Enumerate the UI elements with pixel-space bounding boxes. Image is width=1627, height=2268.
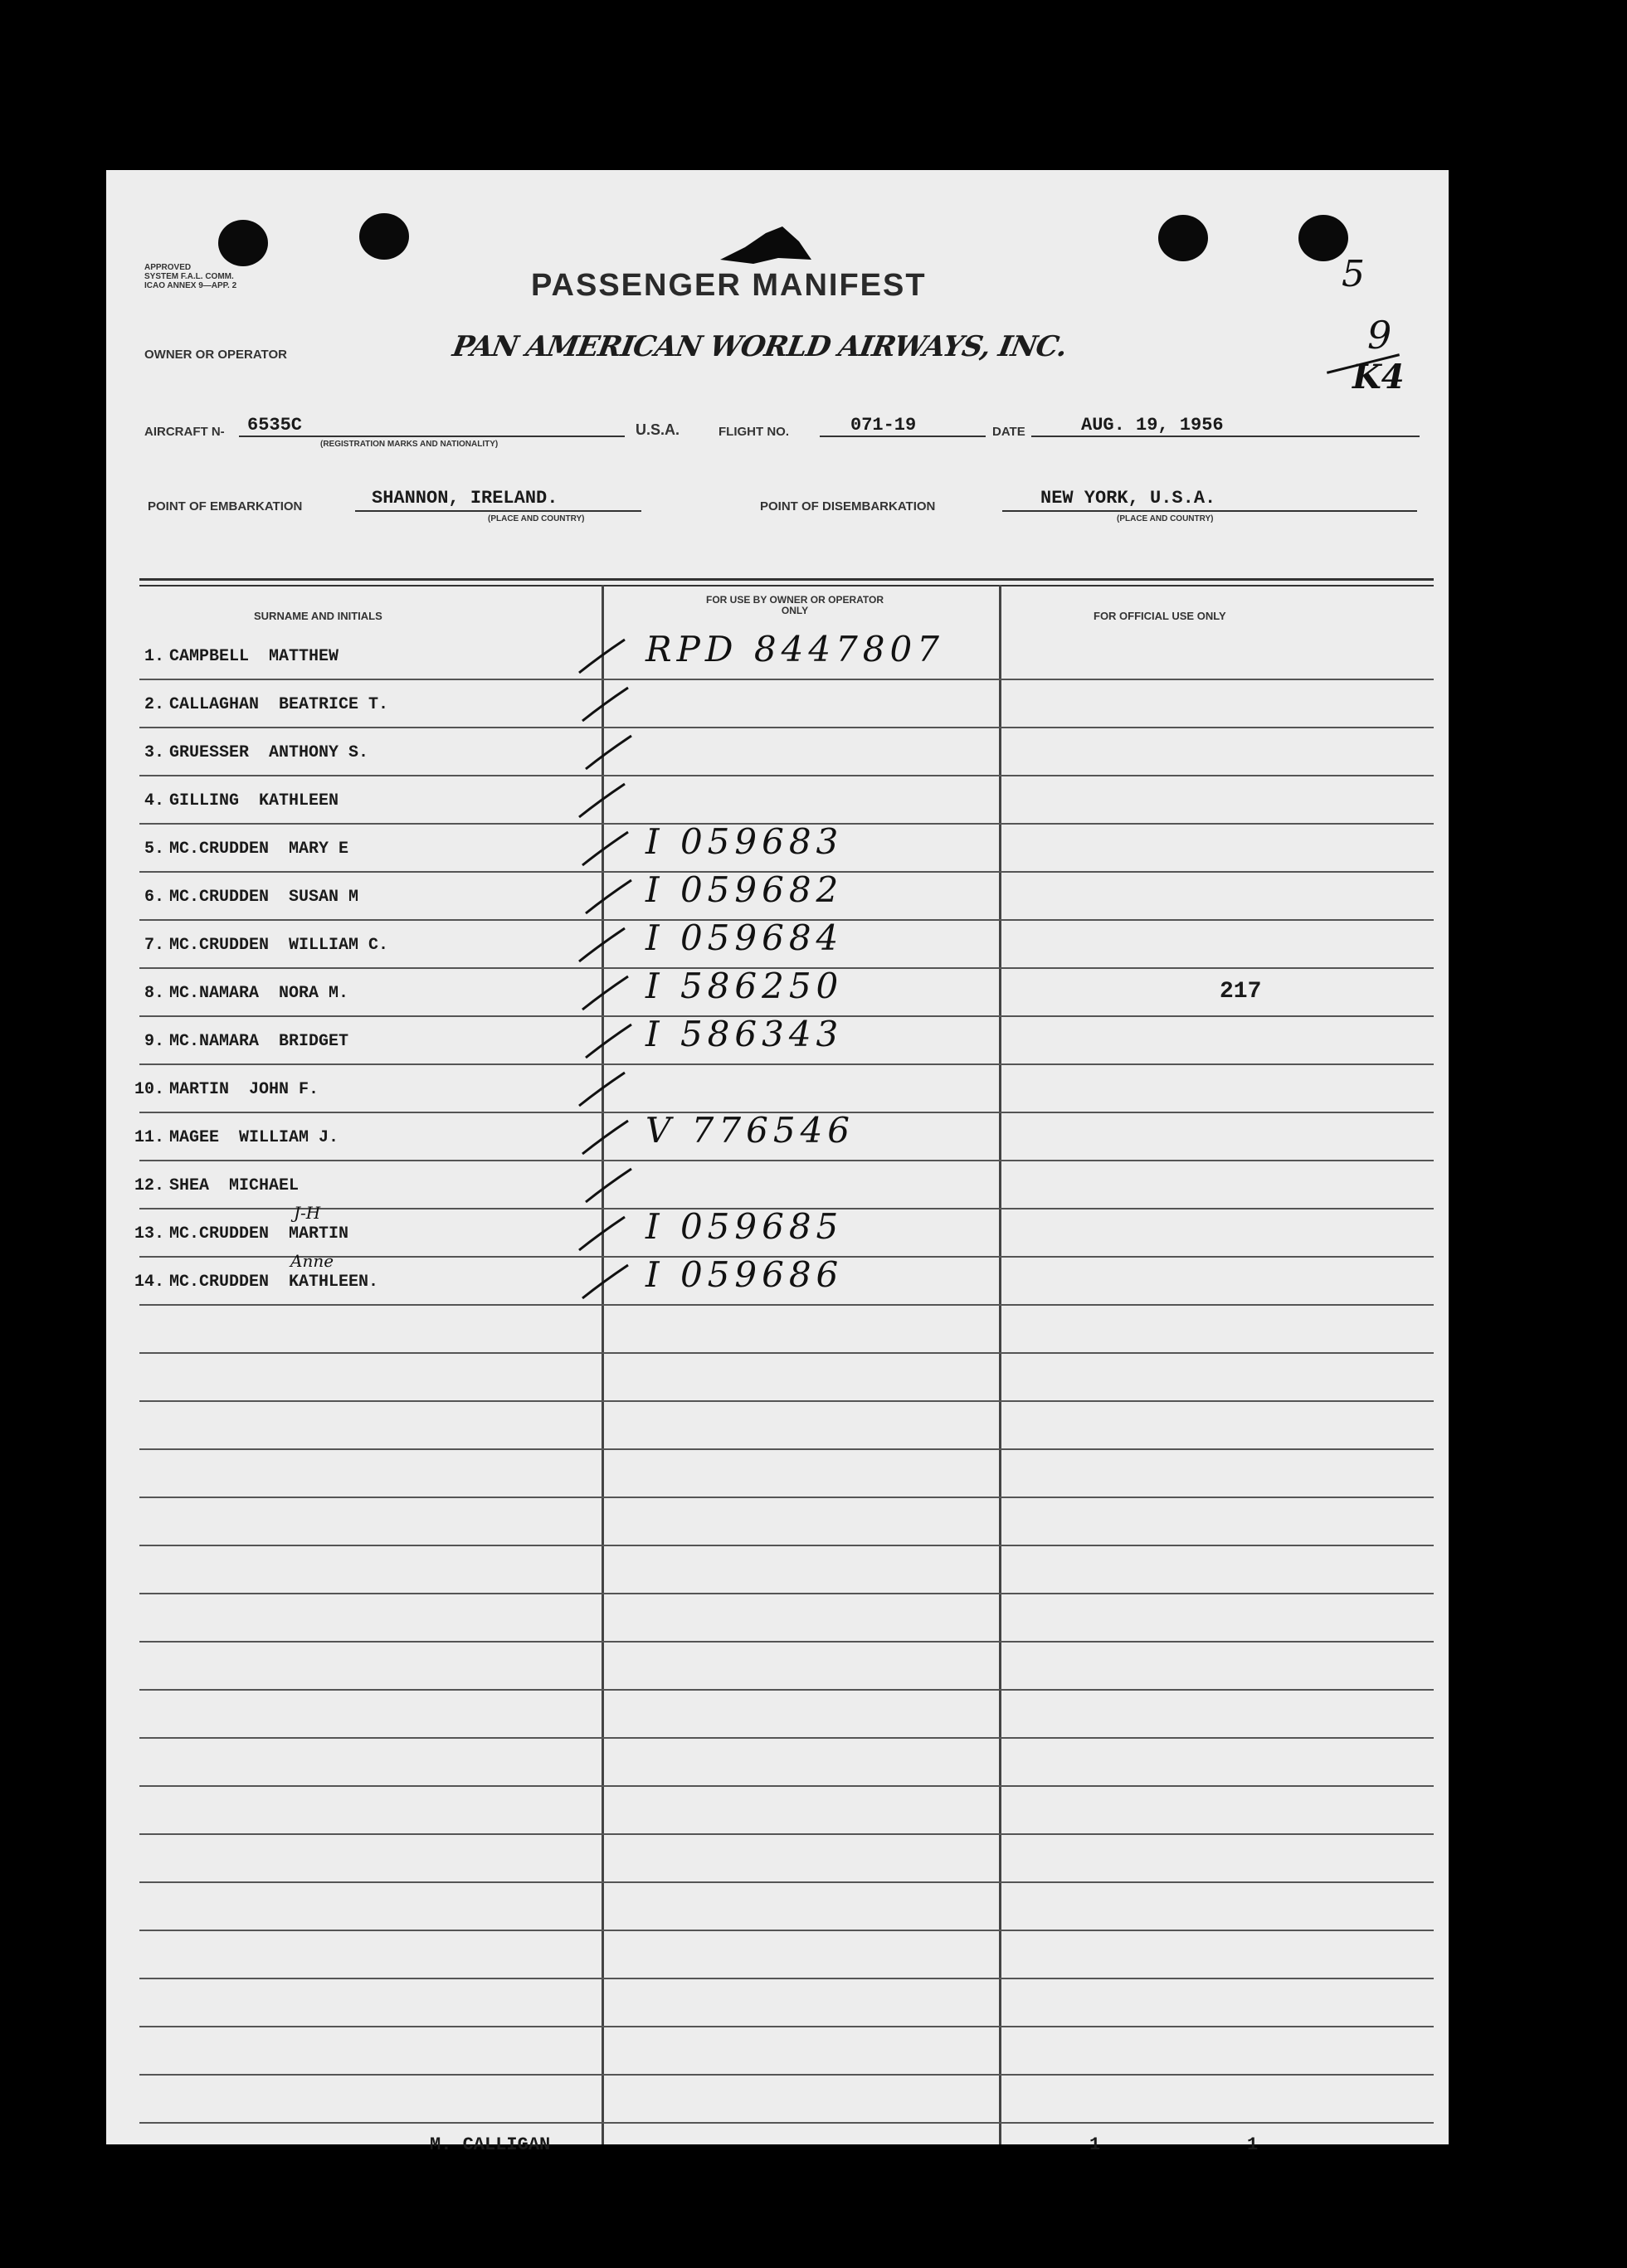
rule (1031, 436, 1420, 437)
check-mark (575, 1213, 633, 1254)
aircraft-value: 6535C (247, 415, 303, 436)
disembarkation-sublabel: (PLACE AND COUNTRY) (1117, 514, 1214, 523)
passenger-name: GILLING KATHLEEN (169, 791, 339, 810)
row-rule (139, 1400, 1434, 1402)
passenger-name: MC.CRUDDEN WILLIAM C. (169, 936, 389, 955)
passenger-name: MC.NAMARA BRIDGET (169, 1032, 349, 1051)
flight-label: FLIGHT NO. (719, 425, 789, 439)
passenger-name: MC.NAMARA NORA M. (169, 984, 349, 1003)
check-mark (578, 972, 636, 1014)
passenger-name: CALLAGHAN BEATRICE T. (169, 695, 389, 714)
row-number: 9. (144, 1032, 164, 1051)
check-mark (578, 1261, 636, 1302)
owner-note: I 059684 (645, 917, 844, 958)
footer-count: 1 (1247, 2134, 1259, 2155)
row-number: 3. (144, 743, 164, 762)
corner-mark: 5 (1342, 253, 1365, 295)
table-top-rule (139, 578, 1434, 581)
approval-line: ICAO ANNEX 9—APP. 2 (144, 281, 237, 290)
flight-value: 071-19 (850, 415, 917, 436)
owner-note: I 586343 (645, 1014, 844, 1054)
row-rule (139, 1689, 1434, 1691)
row-number: 11. (134, 1128, 164, 1147)
row-rule (139, 1593, 1434, 1594)
row-number: 1. (144, 647, 164, 666)
embarkation-label: POINT OF EMBARKATION (148, 499, 303, 513)
passenger-name: CAMPBELL MATTHEW (169, 647, 339, 666)
passenger-name: MARTIN JOHN F. (169, 1080, 319, 1099)
passenger-name: GRUESSER ANTHONY S. (169, 743, 369, 762)
embarkation-sublabel: (PLACE AND COUNTRY) (488, 514, 585, 523)
row-rule (139, 1737, 1434, 1739)
owner-note: I 059685 (645, 1206, 844, 1247)
passenger-name: MC.CRUDDEN MARY E (169, 840, 349, 859)
row-rule (139, 727, 1434, 728)
row-rule (139, 1448, 1434, 1450)
owner-note: I 059682 (645, 869, 844, 910)
owner-note: I 586250 (645, 966, 844, 1006)
rule (355, 510, 641, 512)
row-number: 2. (144, 695, 164, 714)
row-rule (139, 1304, 1434, 1306)
row-number: 6. (144, 888, 164, 907)
owner-label: OWNER OR OPERATOR (144, 348, 287, 362)
row-rule (139, 1833, 1434, 1835)
corner-mark: K4 (1352, 358, 1405, 397)
aircraft-label: AIRCRAFT N- (144, 425, 225, 439)
rule (1002, 510, 1417, 512)
owner-note: I 059683 (645, 821, 844, 862)
check-mark (578, 1117, 636, 1158)
row-number: 8. (144, 984, 164, 1003)
check-mark (582, 876, 640, 917)
owner-note: V 776546 (645, 1110, 855, 1151)
col-header-official: FOR OFFICIAL USE ONLY (1094, 610, 1226, 622)
check-mark (582, 1020, 640, 1062)
passenger-name: MC.CRUDDEN SUSAN M (169, 888, 359, 907)
check-mark (578, 684, 636, 725)
table-top-rule (139, 585, 1434, 586)
row-number: 12. (134, 1176, 164, 1195)
embarkation-value: SHANNON, IRELAND. (372, 488, 558, 509)
aircraft-sublabel: (REGISTRATION MARKS AND NATIONALITY) (320, 440, 499, 449)
row-rule (139, 1641, 1434, 1643)
passenger-name: SHEA MICHAEL (169, 1176, 300, 1195)
row-rule (139, 1063, 1434, 1065)
check-mark (575, 1068, 633, 1110)
punch-hole (1158, 215, 1208, 261)
date-value: AUG. 19, 1956 (1081, 415, 1224, 436)
row-number: 13. (134, 1224, 164, 1244)
row-rule (139, 1785, 1434, 1787)
row-rule (139, 2122, 1434, 2124)
approval-block (144, 263, 236, 290)
passenger-name: MC.CRUDDEN KATHLEEN. (169, 1273, 379, 1292)
approval-line: SYSTEM F.A.L. COMM. (144, 272, 234, 281)
row-number: 14. (134, 1273, 164, 1292)
manifest-sheet (106, 170, 1449, 2155)
punch-hole (359, 213, 409, 260)
check-mark (575, 924, 633, 966)
footer-name: M. CALLIGAN (430, 2134, 551, 2155)
row-rule (139, 775, 1434, 776)
disembarkation-value: NEW YORK, U.S.A. (1040, 488, 1216, 509)
owner-note: RPD 8447807 (645, 629, 944, 669)
row-rule (139, 2026, 1434, 2027)
check-mark (575, 635, 633, 677)
col-header-owner: FOR USE BY OWNER OR OPERATOR ONLY (705, 594, 884, 616)
approval-line: APPROVED (144, 263, 192, 272)
punch-hole (218, 220, 268, 266)
page-title: PASSENGER MANIFEST (531, 268, 927, 303)
official-note: 217 (1220, 979, 1262, 1005)
row-rule (139, 1978, 1434, 1979)
check-mark (582, 1165, 640, 1206)
corner-mark: 9 (1367, 313, 1392, 358)
column-divider (999, 585, 1001, 2144)
disembarkation-label: POINT OF DISEMBARKATION (760, 499, 936, 513)
owner-note: I 059686 (645, 1254, 844, 1295)
row-rule (139, 1881, 1434, 1883)
row-number: 4. (144, 791, 164, 810)
passenger-name: MC.CRUDDEN MARTIN (169, 1224, 349, 1244)
row-number: 5. (144, 840, 164, 859)
row-rule (139, 679, 1434, 680)
date-label: DATE (992, 425, 1025, 439)
handwritten-annotation: Anne (290, 1251, 334, 1271)
row-rule (139, 1930, 1434, 1931)
punch-hole (1298, 215, 1348, 261)
row-rule (139, 1497, 1434, 1498)
check-mark (582, 732, 640, 773)
rule (820, 436, 986, 437)
col-header-names: SURNAME AND INITIALS (254, 610, 382, 622)
handwritten-annotation: J-H (294, 1203, 321, 1223)
row-rule (139, 1160, 1434, 1161)
country-label: U.S.A. (636, 421, 680, 438)
footer-count: 1 (1089, 2134, 1101, 2155)
row-number: 10. (134, 1080, 164, 1099)
passenger-name: MAGEE WILLIAM J. (169, 1128, 339, 1147)
check-mark (578, 828, 636, 869)
row-rule (139, 1352, 1434, 1354)
row-number: 7. (144, 936, 164, 955)
check-mark (575, 780, 633, 821)
row-rule (139, 1545, 1434, 1546)
rule (239, 436, 625, 437)
owner-value: PAN AMERICAN WORLD AIRWAYS, INC. (450, 330, 1069, 363)
row-rule (139, 2074, 1434, 2076)
tear-mark (720, 226, 811, 268)
